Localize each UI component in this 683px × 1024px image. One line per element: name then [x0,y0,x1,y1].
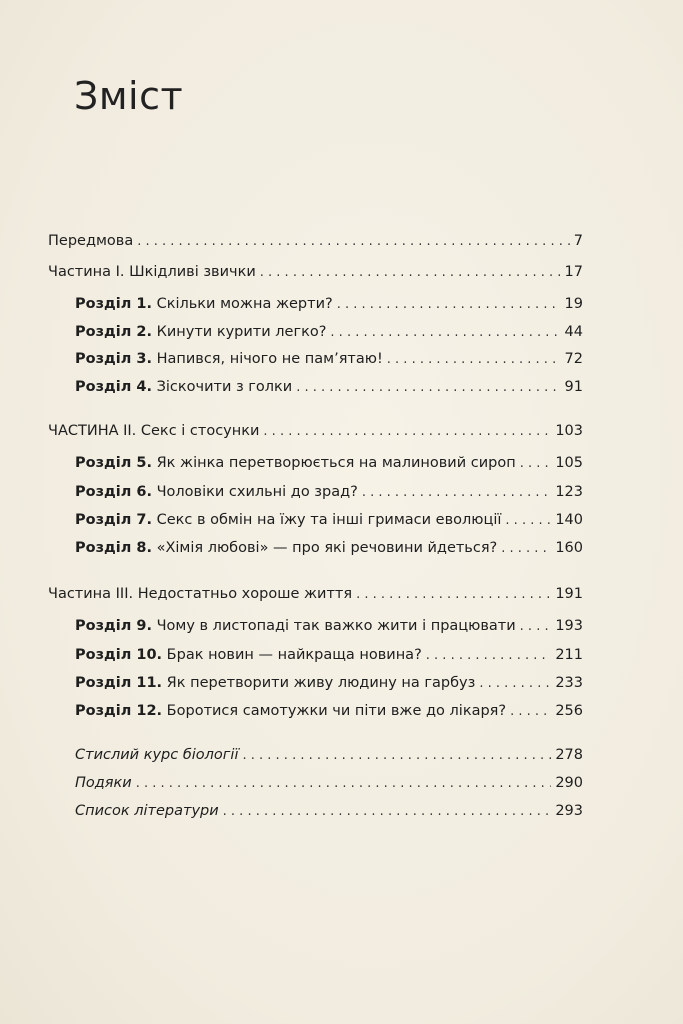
toc-entry [75,645,583,666]
leader-dots [260,263,561,283]
toc-entry [48,421,583,442]
toc-entry [75,745,583,766]
chapter-number: Розділ 2. [75,324,152,340]
leader-dots [356,585,551,605]
toc-entry [48,262,583,283]
toc-page-number: 105 [555,455,583,471]
toc-entry [75,801,583,822]
chapter-number: Розділ 6. [75,484,152,500]
toc-entry [75,482,583,503]
toc-entry-title: Напився, нічого не пам’ятаю! [151,351,383,367]
toc-page-number: 256 [555,703,583,719]
toc-page-number: 72 [564,351,583,367]
toc-entry [75,701,583,722]
toc-page-number: 290 [555,775,583,791]
toc-entry-title: Зіскочити з голки [151,379,293,395]
leader-dots [505,511,551,531]
toc-entry-title: Як жінка перетворюється на малиновий сироп [151,455,516,471]
toc-entry-title: ЧАСТИНА II. Секс і стосунки [48,423,260,439]
toc-page-number: 103 [555,423,583,439]
toc-page-number: 17 [564,264,583,280]
chapter-number: Розділ 1. [75,296,152,312]
toc-entry-title: Брак новин — найкраща новина? [162,647,422,663]
toc-page-number: 140 [555,512,583,528]
chapter-number: Розділ 4. [75,379,152,395]
leader-dots [263,422,551,442]
toc-entry [75,673,583,694]
leader-dots [296,378,560,398]
toc-page-number: 193 [555,618,583,634]
toc-entry [48,584,583,605]
leader-dots [330,323,560,343]
toc-page-number: 191 [555,586,583,602]
toc-entry [75,377,583,398]
toc-entry-title: Чому в листопаді так важко жити і працювати [151,618,516,634]
toc-entry-title: Боротися самотужки чи піти вже до лікаря? [162,703,507,719]
toc-page-number: 44 [564,324,583,340]
leader-dots [337,295,561,315]
leader-dots [426,646,552,666]
leader-dots [479,674,551,694]
toc-entry-title: Як перетворити живу людину на гарбуз [162,675,476,691]
toc-entry [75,349,583,370]
toc-page-number: 91 [564,379,583,395]
toc-page-number: 7 [573,233,583,249]
toc-page-number: 293 [555,803,583,819]
toc-page-number: 233 [555,675,583,691]
chapter-number: Розділ 12. [75,703,163,719]
leader-dots [501,539,551,559]
toc-entry [75,538,583,559]
toc-entry [75,510,583,531]
leader-dots [242,746,551,766]
leader-dots [387,350,561,370]
toc-entry-title: Частина I. Шкідливі звички [48,264,256,280]
page-title: Зміст [74,74,184,118]
chapter-number: Розділ 8. [75,540,152,556]
leader-dots [362,483,551,503]
chapter-number: Розділ 11. [75,675,163,691]
toc-page-number: 278 [555,747,583,763]
toc-entry-title: «Хімія любові» — про які речовини йдеться? [151,540,498,556]
toc-page-number: 19 [564,296,583,312]
leader-dots [510,702,551,722]
toc-entry [75,773,583,794]
toc-entry-title: Передмова [48,233,134,249]
toc-entry-title: Скільки можна жерти? [151,296,333,312]
toc-entry-title: Подяки [75,775,132,791]
toc-entry [48,231,583,252]
toc-page-number: 123 [555,484,583,500]
toc-entry-title: Секс в обмін на їжу та інші гримаси еволюції [151,512,502,528]
toc-page-number: 211 [555,647,583,663]
toc-entry [75,453,583,474]
chapter-number: Розділ 3. [75,351,152,367]
toc-entry [75,322,583,343]
leader-dots [136,774,552,794]
toc-entry-title: Стислий курс біології [75,747,239,763]
toc-entry-title: Список літератури [75,803,219,819]
toc-entry-title: Кинути курити легко? [151,324,327,340]
toc-entry [75,616,583,637]
chapter-number: Розділ 9. [75,618,152,634]
toc-entry [75,294,583,315]
leader-dots [520,454,552,474]
leader-dots [223,802,552,822]
chapter-number: Розділ 7. [75,512,152,528]
chapter-number: Розділ 5. [75,455,152,471]
leader-dots [137,232,570,252]
toc-entry-title: Частина III. Недостатньо хороше життя [48,586,353,602]
toc-page-number: 160 [555,540,583,556]
chapter-number: Розділ 10. [75,647,163,663]
leader-dots [520,617,552,637]
toc-entry-title: Чоловіки схильні до зрад? [151,484,358,500]
